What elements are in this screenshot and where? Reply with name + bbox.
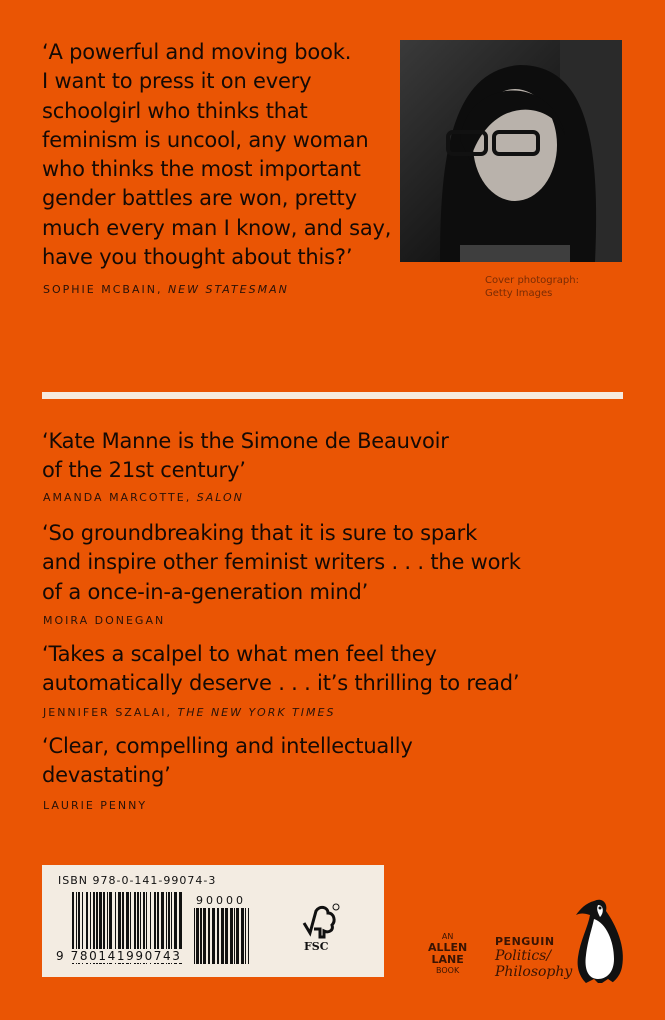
ean-digit: 780141 bbox=[70, 949, 127, 963]
barcode-bar bbox=[234, 908, 235, 964]
caption-line: Getty Images bbox=[485, 288, 553, 299]
barcode-bar bbox=[241, 908, 244, 964]
barcode-bar bbox=[196, 908, 199, 964]
source: SALON bbox=[196, 491, 244, 504]
barcode-panel bbox=[42, 865, 384, 977]
barcode-bar bbox=[221, 908, 224, 964]
quote bbox=[42, 519, 521, 607]
barcode-bar bbox=[245, 908, 246, 964]
imprint-allen: ALLEN bbox=[428, 941, 468, 954]
quote-line: who thinks the most important bbox=[42, 157, 361, 182]
quote-attribution bbox=[43, 799, 147, 812]
series-label bbox=[495, 935, 572, 980]
imprint-an: AN bbox=[441, 932, 454, 941]
quote-line: devastating’ bbox=[42, 763, 171, 788]
barcode-bar bbox=[236, 908, 239, 964]
barcode-bar bbox=[230, 908, 233, 964]
quote bbox=[42, 640, 519, 699]
publisher-name: PENGUIN bbox=[495, 935, 555, 948]
source: NEW STATESMAN bbox=[167, 283, 289, 296]
barcode-bar bbox=[248, 908, 249, 964]
top-quote-attribution bbox=[43, 283, 289, 296]
quote-line: of a once-in-a-generation mind’ bbox=[42, 579, 369, 604]
quote-line: feminism is uncool, any woman bbox=[42, 127, 369, 152]
author: AMANDA MARCOTTE, bbox=[43, 491, 192, 504]
author: MOIRA DONEGAN bbox=[43, 614, 166, 627]
source: THE NEW YORK TIMES bbox=[177, 706, 336, 719]
fsc-logo bbox=[300, 903, 340, 953]
barcode-bar bbox=[203, 908, 206, 964]
barcode-bar bbox=[208, 908, 210, 964]
quote-line: ‘So groundbreaking that it is sure to spark bbox=[42, 521, 478, 545]
isbn-text: ISBN 978-0-141-99074-3 bbox=[58, 874, 217, 887]
allen-lane-imprint bbox=[428, 932, 467, 976]
imprint-lane: LANE bbox=[431, 953, 464, 966]
quote-line: of the 21st century’ bbox=[42, 458, 246, 483]
author: LAURIE PENNY bbox=[43, 799, 148, 812]
quote-attribution bbox=[43, 614, 165, 627]
quote-line: ‘Kate Manne is the Simone de Beauvoir bbox=[42, 429, 449, 453]
barcode-bar bbox=[225, 908, 228, 964]
caption-line: Cover photograph: bbox=[485, 275, 579, 286]
quote-line: much every man I know, and say, bbox=[42, 215, 392, 240]
photo-caption bbox=[485, 274, 579, 300]
penguin-logo-icon bbox=[572, 897, 628, 987]
quote bbox=[42, 427, 449, 486]
quote-line: have you thought about this?’ bbox=[42, 245, 353, 270]
author: SOPHIE MCBAIN, bbox=[43, 283, 163, 296]
barcode-bar bbox=[217, 908, 219, 964]
quote-attribution bbox=[43, 491, 244, 504]
ean-digit: 9 bbox=[56, 949, 66, 963]
quote-line: ‘Clear, compelling and intellectually bbox=[42, 734, 413, 758]
svg-text:FSC: FSC bbox=[304, 940, 329, 953]
ean-digits bbox=[56, 949, 182, 963]
barcode-bar bbox=[194, 908, 195, 964]
ean-digit: 990743 bbox=[126, 949, 182, 963]
top-quote bbox=[42, 38, 391, 272]
quote bbox=[42, 732, 413, 791]
barcode-bar bbox=[212, 908, 215, 964]
barcode-bar bbox=[200, 908, 202, 964]
quote-line: ‘Takes a scalpel to what men feel they bbox=[42, 642, 437, 666]
author: JENNIFER SZALAI, bbox=[43, 706, 173, 719]
addon-barcode bbox=[194, 908, 250, 964]
quote-line: I want to press it on every bbox=[42, 69, 312, 94]
quote-line: automatically deserve . . . it’s thrilling to read’ bbox=[42, 671, 520, 696]
imprint-book: BOOK bbox=[436, 966, 460, 975]
quote-line: ‘A powerful and moving book. bbox=[42, 40, 352, 64]
series-line: Philosophy bbox=[495, 964, 573, 980]
quote-line: gender battles are won, pretty bbox=[42, 186, 357, 211]
quote-attribution bbox=[43, 706, 335, 719]
author-photo bbox=[400, 40, 622, 262]
quote-line: schoolgirl who thinks that bbox=[42, 98, 308, 123]
divider bbox=[42, 392, 623, 399]
addon-digits: 90000 bbox=[196, 894, 246, 907]
series-line: Politics/ bbox=[495, 948, 552, 964]
quote-line: and inspire other feminist writers . . . the work bbox=[42, 550, 521, 575]
